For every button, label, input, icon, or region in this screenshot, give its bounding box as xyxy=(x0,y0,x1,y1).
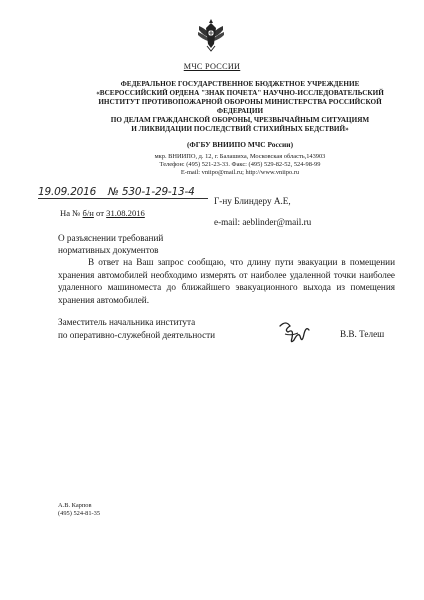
address-line: E-mail: vniipo@mail.ru; http://www.vniipo.ru xyxy=(180,169,300,177)
letter-body: В ответ на Ваш запрос сообщаю, что длину пути эвакуации в помещении хранения автомобилей необходимо измерять от наиболее удаленной точки наиболее удаленного машиноместа до ближайшего эвакуационного выхода из помещения хранения автомобилей. xyxy=(58,257,395,305)
organization-address xyxy=(90,153,390,178)
signatory-name: В.В. Телеш xyxy=(340,329,385,339)
number-sign: № xyxy=(108,186,119,198)
signatory-title xyxy=(58,316,215,342)
organization-name xyxy=(90,80,390,134)
executor-info xyxy=(58,502,100,519)
outgoing-registration xyxy=(38,186,208,200)
org-line: ФЕДЕРАЛЬНОЕ ГОСУДАРСТВЕННОЕ БЮДЖЕТНОЕ УЧРЕЖДЕНИЕ xyxy=(120,80,360,88)
recipient-email: e-mail: aeblinder@mail.ru xyxy=(214,217,312,227)
signatory-title-line: по оперативно-служебной деятельности xyxy=(58,330,216,340)
handwritten-signature xyxy=(276,318,312,346)
org-line: ИНСТИТУТ ПРОТИВОПОЖАРНОЙ ОБОРОНЫ МИНИСТЕРСТВА РОССИЙСКОЙ xyxy=(98,98,382,106)
org-line: «ВСЕРОССИЙСКИЙ ОРДЕНА "ЗНАК ПОЧЕТА" НАУЧНО-ИССЛЕДОВАТЕЛЬСКИЙ xyxy=(96,89,384,97)
reply-date: 31.08.2016 xyxy=(106,208,145,218)
registration-underline xyxy=(38,198,208,199)
reply-reference xyxy=(60,208,145,218)
subject-line: О разъяснении требований xyxy=(58,233,164,243)
executor-name: А.В. Карпов xyxy=(58,502,92,509)
ministry-name: МЧС РОССИИ xyxy=(183,62,241,71)
signatory-title-line: Заместитель начальника института xyxy=(58,317,196,327)
org-line: ПО ДЕЛАМ ГРАЖДАНСКОЙ ОБОРОНЫ, ЧРЕЗВЫЧАЙНЫМ СИТУАЦИЯМ xyxy=(110,116,370,124)
address-line: Телефон: (495) 521-23-33. Факс: (495) 529-82-52, 524-98-99 xyxy=(159,161,321,169)
address-line: мкр. ВНИИПО, д. 12, г. Балашиха, Московская область,143903 xyxy=(154,153,326,160)
reply-number: б/н xyxy=(82,208,94,218)
recipient-name: Г-ну Блиндеру А.Е, xyxy=(214,196,291,206)
executor-phone: (495) 524-81-35 xyxy=(58,510,101,518)
number-value: 530-1-29-13-4 xyxy=(121,186,195,198)
subject-line: нормативных документов xyxy=(58,245,159,255)
organization-short-name: (ФГБУ ВНИИПО МЧС России) xyxy=(186,140,294,149)
org-line: И ЛИКВИДАЦИИ ПОСЛЕДСТВИЙ СТИХИЙНЫХ БЕДСТВИЙ» xyxy=(131,125,349,133)
reply-from-word: от xyxy=(96,208,104,218)
reply-prefix: На № xyxy=(60,208,81,218)
letter-subject xyxy=(58,232,163,256)
outgoing-date: 19.09.2016 xyxy=(38,186,97,198)
outgoing-number xyxy=(108,186,195,198)
org-line: ФЕДЕРАЦИИ xyxy=(216,107,264,115)
emch-emblem-icon xyxy=(196,16,226,52)
